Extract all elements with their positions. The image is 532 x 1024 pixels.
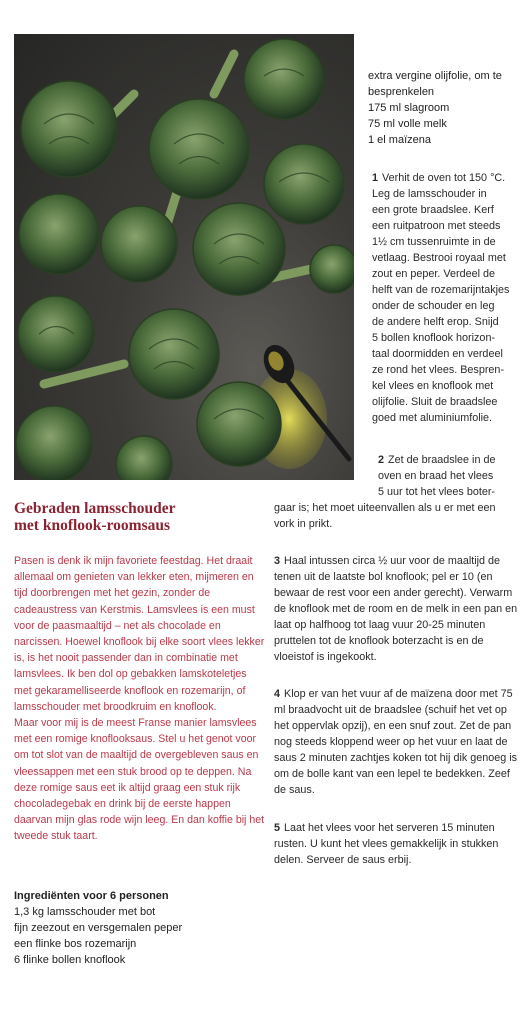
ingredient-line: fijn zeezout en versgemalen peper (14, 922, 183, 934)
artichokes-illustration (14, 34, 354, 480)
step-number: 2 (378, 454, 385, 466)
step-text: Laat het vlees voor het serveren 15 minuten rusten. U kunt het vlees gemakkelijk in stukken delen. Serveer de saus erbij. (274, 822, 499, 866)
ingredient-line: extra vergine olijfolie, om te (368, 70, 502, 82)
ingredients-left (14, 888, 264, 968)
ingredient-line: 6 flinke bollen knoflook (14, 954, 126, 966)
step-2-top (378, 452, 530, 484)
step-number: 4 (274, 688, 281, 700)
step-line: een ruitpatroon met steeds (372, 220, 501, 232)
step-line: gaar is; het moet uiteenvallen als u er met een (274, 502, 496, 514)
step-2-bottom (274, 500, 530, 532)
intro-text (14, 553, 266, 845)
step-number: 1 (372, 172, 379, 184)
step-number: 5 (274, 822, 281, 834)
step-line: 5 bollen knoflook horizon- (372, 332, 496, 344)
step-1 (372, 170, 530, 426)
step-line: de andere helft erop. Snijd (372, 316, 499, 328)
ingredients-right (368, 68, 528, 148)
step-line: ze rond het vlees. Bespren- (372, 364, 505, 376)
step-line: een grote braadslee. Kerf (372, 204, 494, 216)
step-text: Klop er van het vuur af de maïzena door met 75 ml braadvocht uit de braadslee (schuif het vet op het oppervlak opzij), en een snuf zout. Zet de pan nog steeds kloppend weer op het vuur en laat de saus 2 minuten zachtjes koken tot hij dik genoeg is om de bolle kant van een lepel te bedekken. Zeef de saus. (274, 688, 518, 796)
title-line: met knoflook-roomsaus (14, 517, 171, 534)
intro-paragraph: Maar voor mij is de meest Franse manier lamsvlees met een romige knoflooksaus. Stel u het genot voor om tot slot van de maaltijd de overgebleven saus en vleessappen met een stuk brood op te deppen. Na deze romige saus eet ik altijd graag een stuk rijk chocoladegebak en drink bij de eerste happen daarvan mijn glas rode wijn leeg. En dan koffie bij het tweede stuk taart. (14, 717, 265, 843)
step-line: vork in prikt. (274, 518, 333, 530)
recipe-title (14, 500, 264, 534)
ingredient-line: 1 el maïzena (368, 134, 431, 146)
title-line: Gebraden lamsschouder (14, 500, 176, 517)
ingredient-line: besprenkelen (368, 86, 435, 98)
ingredient-line: 75 ml volle melk (368, 118, 447, 130)
step-line: olijfolie. Sluit de braadslee (372, 396, 498, 408)
ingredient-line: een flinke bos rozemarijn (14, 938, 137, 950)
step-line: goed met aluminiumfolie. (372, 412, 493, 424)
ingredients-heading: Ingrediënten voor 6 personen (14, 890, 169, 902)
step-line: onder de schouder en leg (372, 300, 495, 312)
step-line: oven en braad het vlees (378, 470, 494, 482)
step-line: vetlaag. Bestrooi royaal met (372, 252, 506, 264)
ingredient-line: 175 ml slagroom (368, 102, 450, 114)
step-line: kel vlees en knoflook met (372, 380, 494, 392)
step-5 (274, 820, 524, 868)
step-line: Verhit de oven tot 150 °C. (382, 172, 506, 184)
step-text: Haal intussen circa ½ uur voor de maaltijd de tenen uit de laatste bol knoflook; pel er 10 (en bewaar de rest voor een ander gerecht). Verwarm de knoflook met de room en de melk in een pan en laat op halfhoog tot laag vuur 20-25 minuten pruttelen tot de knoflook boterzacht is en de vloeistof is ingekookt. (274, 555, 518, 663)
step-line: helft van de rozemarijntakjes (372, 284, 510, 296)
step-line: Leg de lamsschouder in (372, 188, 487, 200)
step-number: 3 (274, 555, 281, 567)
step-line: 5 uur tot het vlees boter- (378, 486, 496, 498)
recipe-photo (14, 34, 354, 480)
ingredient-line: 1,3 kg lamsschouder met bot (14, 906, 156, 918)
step-4 (274, 686, 524, 798)
step-line: 1½ cm tussenruimte in de (372, 236, 496, 248)
step-line: Zet de braadslee in de (388, 454, 496, 466)
step-line: zout en peper. Verdeel de (372, 268, 496, 280)
intro-paragraph: Pasen is denk ik mijn favoriete feestdag. Het draait allemaal om genieten van lekker eten, mijmeren en tijd doorbrengen met het gezin, zonder de cadeaustress van Kerstmis. Lamsvlees is een must voor de paasmaaltijd – net als chocolade en narcissen. Hoewel knoflook bij elke soort vlees lekker is, is het nooit passender dan in combinatie met lamsvlees. Ik ben dol op gebakken lamskoteletjes met gekaramelliseerde knoflook en rozemarijn, of lamsschouder met broodkruim en knoflook. (14, 555, 265, 713)
step-line: taal doormidden en verdeel (372, 348, 503, 360)
step-2-mid (378, 484, 530, 500)
step-3 (274, 553, 524, 665)
